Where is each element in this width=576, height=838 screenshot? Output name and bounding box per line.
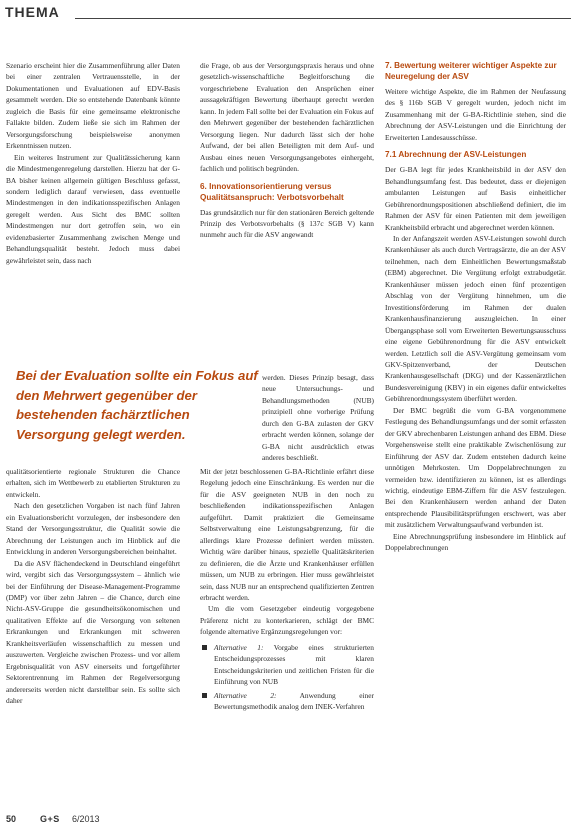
list-item	[200, 642, 374, 688]
issue-number: 6/2013	[72, 814, 100, 824]
paragraph: Weitere wichtige Aspekte, die im Rahmen der Neufassung des § 116b SGB V geregelt wurden, jedoch nicht im Zusammenhang mit der G-BA-Richtlinie stehen, sind die Abrechnung der ASV-Leistungen und die Einrichtung der Erweiterten Landesausschüsse.	[385, 87, 566, 142]
bullet-icon	[202, 693, 207, 698]
bullet-icon	[202, 645, 207, 650]
paragraph: Um die vom Gesetzgeber eindeutig vorgegebene Präferenz nicht zu konterkarieren, schlägt der BMC folgende alternative Ergänzungsregelungen vor:	[200, 604, 374, 637]
paragraph: Mit der jetzt beschlossenen G-BA-Richtlinie erfährt diese Regelung jedoch eine Einschränkung. Es werden nur die für die ASV geeigneten NUB in den noch zu beschließenden indikationsspezifischen Anlagen aufgeführt. Damit praktiziert die Gemeinsame Selbstverwaltung eine Leistungsabgrenzung, für die allerdings klare Prozesse definiert werden müssten. Wichtig wäre darüber hinaus, spezielle Qualitätskriterien zu definieren, die die Ärzte und Krankenhäuser erfüllen müssen, um NUB zu erbringen. Hier muss gewährleistet sein, dass NUB nur an entsprechend qualifizierten Zentren erbracht werden.	[200, 467, 374, 602]
text-column-2	[200, 60, 374, 800]
paragraph: die Frage, ob aus der Versorgungspraxis heraus und ohne gesetzlich-wissenschaftliche Begleitforschung die vorgeschriebene Evaluation den Ansprüchen einer aussagekräftigen Bewertung überhaupt gerecht werden kann. In jedem Fall sollte bei der Evaluation ein Fokus auf den Mehrwert gegenüber der bestehenden fachärztlichen Versorgung liegen. Nur dadurch lässt sich der hohe Aufwand, der bei allen Beteiligten mit dem Auf- und Ausbau eines neuen Versorgungsangebotes einhergeht, fachlich und politisch begründen.	[200, 61, 374, 174]
paragraph: Szenario erscheint hier die Zusammenführung aller Daten bei einer zentralen Vertrauensstelle, in der Dokumentationen und Evaluationen auf EDV-Basis gesammelt werden. Die so entstehende Datenbank könnte zugleich die Basis für eine gemeinsame elektronische Fallakte bilden. Zudem ließe sie sich im Rahmen der Versorgungsforschung beispielsweise anonymen Erkenntnissen nutzen.	[6, 61, 180, 151]
column-1-top	[6, 60, 180, 362]
alternative-label: Alternative 2:	[214, 690, 277, 700]
section-heading-6: 6. Innovationsorientierung versus Qualitätsanspruch: Verbotsvorbehalt	[200, 181, 344, 202]
paragraph: Da die ASV flächendeckend in Deutschland eingeführt wird, vergibt sich das Versorgungssystem – ähnlich wie bei der Einführung der Disease-Management-Programme (DMP) vor über zehn Jahren – die Chance, durch eine Nicht-ASV-Gruppe die gesundheitsökonomischen und qualitativen Effekte auf die Versorgung von seltenen Erkrankungen und Erkrankungen mit schweren Krankheitsverläufen wissenschaftlich zu messen und auszuwerten. Vergleiche zwischen Prozess- und vor allem Ergebnisqualität von ASV einerseits und fortgeführter Sektorentrennung im Rahmen der Regelversorgung andererseits werden nicht darstellbar sein. Es sollte sich daher	[6, 558, 180, 706]
section-kicker: THEMA	[5, 4, 60, 20]
pull-quote-text: Bei der Evaluation sollte ein Fokus auf den Mehrwert gegenüber der bestehenden fachärztlichen Versorgung gelegt werden.	[16, 368, 258, 442]
column-2-bottom	[200, 466, 374, 800]
paragraph: In der Anfangszeit werden ASV-Leistungen sowohl durch Krankenhäuser als auch durch Vertragsärzte, die an der ASV teilnehmen, nach dem Einheitlichen Bewertungsmaßstab (EBM) abgerechnet. Die Vergütung erfolgt extrabudgetär. Krankenhäuser müssen jedoch einen fünf prozentigen Abschlag von der Vergütung hinnehmen, um die Investitionsförderung im Rahmen der dualen Krankenhausfinanzierung auszugleichen. In einer Übergangsphase soll vom Erweiterten Bewertungsausschuss eine eigene Gebührenordnung für die ASV entwickelt werden. Letztlich soll die ASV-Vergütung gemeinsam vom GKV-Spitzenverband, der Deutschen Krankenhausgesellschaft (DKG) und der Kassenärztlichen Bundesvereinigung (KBV) in ein eigenes dafür entwickeltes Gebührenordnungssystem überführt werden.	[385, 233, 566, 404]
page-number: 50	[6, 814, 17, 824]
page-footer	[6, 814, 566, 828]
column-2-top	[200, 60, 374, 360]
magazine-name: G+S	[40, 814, 60, 824]
paragraph: Ein weiteres Instrument zur Qualitätssicherung kann die Mindestmengenregelung darstellen. Hierzu hat der G-BA bisher keinen allgemein gültigen Beschluss gefasst, sondern lediglich darauf verwiesen, dass eventuelle Mindestmengen in den indikationsspezifischen Anlagen geregelt werden. Aus Sicht des BMC sollten Mindestmengen nur dort getroffen sein, wo ein evidenzbasierter Zusammenhang zwischen Menge und Behandlungsqualität besteht. Jedoch muss dabei gewährleistet sein, dass nach	[6, 152, 180, 265]
paragraph: Der G-BA legt für jedes Krankheitsbild in der ASV den Behandlungsumfang fest. Das bedeutet, dass er diejenigen ambulanten Leistungen auf Basis einheitlicher Gebührenordnungspositionen abschließend definiert, die im Rahmen der ASV für einen Patienten mit dem jeweiligen Krankheitsbild erbracht und abgerechnet werden können.	[385, 165, 566, 232]
list-item	[200, 690, 374, 713]
text-column-3	[385, 60, 566, 820]
alternatives-list	[200, 642, 374, 713]
alternative-label: Alternative 1:	[214, 642, 264, 652]
alternative-text: Vorgabe eines strukturierten Entscheidungsprozesses mit klaren Entscheidungskriterien und zeitlichen Fristen für die Einführung von NUB	[214, 642, 374, 687]
column-1-bottom	[6, 466, 180, 800]
paragraph: Der BMC begrüßt die vom G-BA vorgenommene Festlegung des Behandlungsumfangs und der somit erfassten der GKV abrechenbaren Leistungen anhand des EBM. Diese Vorgehensweise stellt eine praktikable Zwischenlösung zur Einführung der ASV dar. Zudem entstehen dadurch keine unnötigen Mehrkosten. Um Doppelabrechnungen zu vermeiden bzw. identifizieren zu können, ist es allerdings wichtig, eindeutige EBM-Ziffern für die ASV festzulegen. Bei den Krankenhäusern werden anhand der Daten entsprechende Plausibilitätsprüfungen erschwert, was aber mit zusätzlichem Verwaltungsaufwand verbunden ist.	[385, 405, 566, 530]
alternative-text: Anwendung einer Bewertungsmethodik analog dem INEK-Verfahren	[214, 690, 374, 712]
header-rule	[75, 18, 571, 19]
page-header	[5, 4, 571, 22]
paragraph: Nach den gesetzlichen Vorgaben ist nach fünf Jahren ein Evaluationsbericht vorzulegen, der insbesondere den Stand der Versorgungsstruktur, die Qualität sowie die Abrechnung der Leistungen auch im Hinblick auf die Entwicklung in anderen Versorgungsbereichen beinhaltet.	[6, 501, 180, 557]
paragraph: werden. Dieses Prinzip besagt, dass neue Untersuchungs- und Behandlungsmethoden (NUB) prinzipiell ohne vorherige Prüfung durch den G-BA zulasten der GKV erbracht werden können, solange der G-BA nicht ausdrücklich etwas anderes beschließt.	[262, 373, 374, 463]
section-heading-7: 7. Bewertung weiterer wichtiger Aspekte zur Neuregelung der ASV	[385, 61, 557, 81]
section-heading-7-1: 7.1 Abrechnung der ASV-Leistungen	[385, 150, 527, 160]
paragraph: Eine Abrechnungsprüfung insbesondere im Hinblick auf Doppelabrechnungen	[385, 531, 566, 553]
paragraph: Das grundsätzlich nur für den stationären Bereich geltende Prinzip des Verbotsvorbehalts (§ 137c SGB V) kann nunmehr auch für die ASV angewandt	[200, 207, 374, 240]
paragraph: qualitätsorientierte regionale Strukturen die Chance erhalten, sich im Wettbewerb zu etablierten Strukturen zu entwickeln.	[6, 467, 180, 499]
